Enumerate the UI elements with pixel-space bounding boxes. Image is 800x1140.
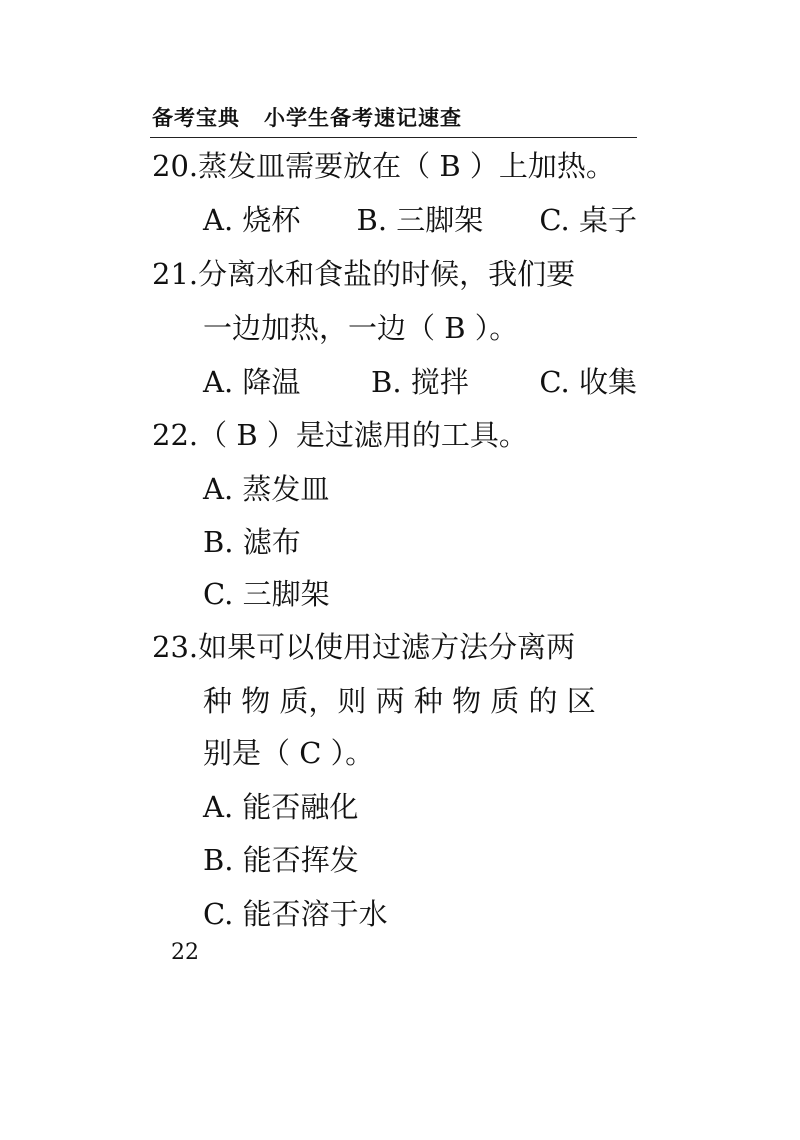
question-number: 22. [152,418,199,452]
question-22-stem [152,417,528,453]
question-text: 如果可以使用过滤方法分离两 [198,630,576,664]
question-23-stem-continued-2: 别是（ C ）。 [203,736,375,770]
page-number: 22 [171,940,199,965]
question-22-option-c: C. 三脚架 [203,577,330,611]
question-text: 蒸发皿需要放在（ B ）上加热。 [198,149,615,183]
option-b: B. 搅拌 [371,365,469,399]
question-number: 21. [152,257,199,291]
running-header [152,102,637,132]
question-21-stem-continued [203,310,518,346]
option-c: C. 桌子 [539,203,637,237]
question-23-stem [152,629,575,665]
question-21-stem [152,256,575,292]
header-series-title: 小学生备考速记速查 [264,106,462,130]
option-c: C. 收集 [539,365,637,399]
question-number: 23. [152,630,199,664]
question-23-stem-continued: 种 物 质，则 两 种 物 质 的 区 [203,684,596,718]
option-b: B. 三脚架 [356,203,484,237]
option-a: A. 降温 [203,365,301,399]
header-rule [150,137,637,138]
question-number: 20. [152,149,199,183]
question-20-options [203,202,637,238]
question-23-option-c: C. 能否溶于水 [203,897,388,931]
question-22-option-b: B. 滤布 [203,525,301,559]
question-22-option-a: A. 蒸发皿 [203,472,330,506]
option-a: A. 烧杯 [203,203,301,237]
question-20-stem [152,148,615,184]
question-text: （ B ）是过滤用的工具。 [198,418,528,452]
question-text: 分离水和食盐的时候，我们要 [198,257,576,291]
header-book-title: 备考宝典 [152,106,240,130]
question-21-options [203,364,637,400]
question-23-option-b: B. 能否挥发 [203,843,359,877]
question-text: 一边加热，一边（ B ）。 [203,311,519,345]
question-23-option-a: A. 能否融化 [203,790,359,824]
